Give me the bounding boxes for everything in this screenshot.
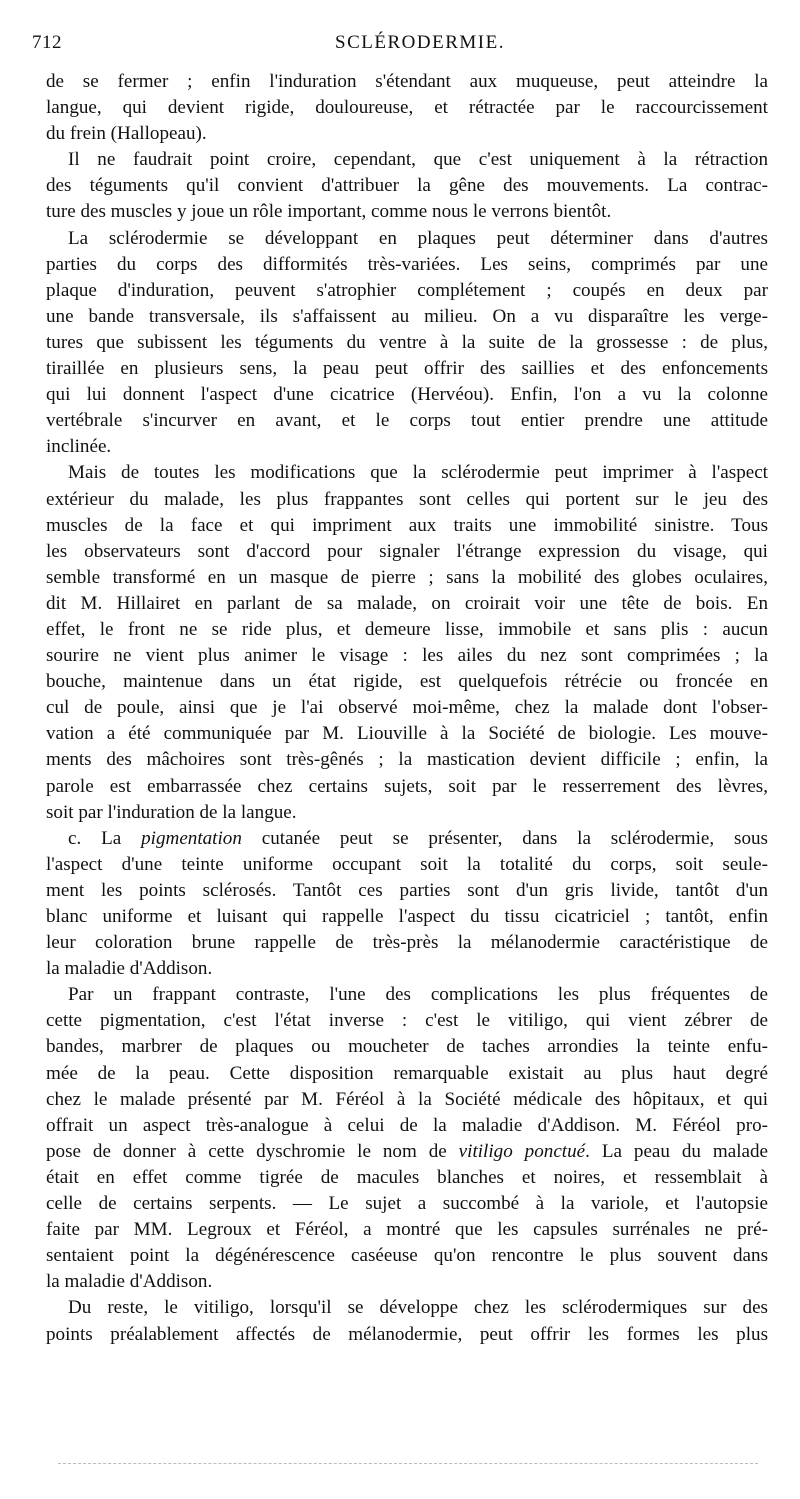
text-line: les observateurs sont d'accord pour signaler l'étrange expression du visage, qui — [46, 540, 768, 562]
text-line: tures que subissent les téguments du ventre à la suite de la grossesse : de plus, — [46, 331, 768, 353]
text-line: des téguments qu'il convient d'attribuer la gêne des mouvements. La contrac- — [46, 175, 768, 197]
text-line: soit par l'induration de la langue. — [46, 801, 297, 823]
text-line: bandes, marbrer de plaques ou moucheter de taches arrondies la teinte enfu- — [46, 1036, 768, 1058]
text-line: muscles de la face et qui impriment aux traits une immobilité sinistre. Tous — [46, 514, 768, 536]
text-line: tiraillée en plusieurs sens, la peau peut offrir des saillies et des enfoncements — [46, 358, 768, 380]
text-line: Par un frappant contraste, l'une des complications les plus fréquentes de — [68, 984, 768, 1006]
text-fragment: pose de donner à cette dyschromie le nom de — [46, 1140, 459, 1162]
paragraph-7 — [46, 1295, 768, 1347]
paragraph-5 — [46, 826, 768, 983]
text-line: du frein (Hallopeau). — [46, 123, 207, 145]
text-line — [46, 1139, 768, 1165]
emphasized-term: vitiligo ponctué — [458, 1140, 586, 1162]
text-line: la maladie d'Addison. — [46, 1271, 213, 1293]
text-line: mée de la peau. Cette disposition remarquable existait au plus haut degré — [46, 1062, 768, 1084]
text-line: leur coloration brune rappelle de très-près la mélanodermie caractéristique de — [46, 932, 768, 954]
text-line: ments des mâchoires sont très-gênés ; la mastication devient difficile ; enfin, la — [46, 749, 768, 771]
text-line: cette pigmentation, c'est l'état inverse : c'est le vitiligo, qui vient zébrer de — [46, 1010, 768, 1032]
running-title: SCLÉRODERMIE. — [335, 32, 505, 53]
text-fragment: cutanée peut se présenter, dans la sclérodermie, sous — [241, 827, 768, 849]
body-text — [46, 69, 768, 1348]
text-line: blanc uniforme et luisant qui rappelle l'aspect du tissu cicatriciel ; tantôt, enfin — [46, 906, 768, 927]
text-line: celle de certains serpents. — Le sujet a succombé à la variole, et l'autopsie — [46, 1193, 768, 1215]
text-line: extérieur du malade, les plus frappantes sont celles qui portent sur le jeu des — [46, 488, 768, 510]
text-line: Il ne faudrait point croire, cependant, que c'est uniquement à la rétraction — [68, 149, 768, 171]
emphasized-term: pigmentation — [141, 827, 242, 849]
text-line: ment les points sclérosés. Tantôt ces parties sont d'un gris livide, tantôt d'un — [46, 879, 768, 901]
text-line: semble transformé en un masque de pierre ; sans la mobilité des globes oculaires, — [46, 566, 768, 588]
text-line: effet, le front ne se ride plus, et demeure lisse, immobile et sans plis : aucun — [46, 618, 768, 640]
text-line: sentaient point la dégénérescence caséeuse qu'on rencontre le plus souvent dans — [46, 1245, 768, 1267]
text-line: La sclérodermie se développant en plaques peut déterminer dans d'autres — [68, 227, 768, 249]
text-line: Du reste, le vitiligo, lorsqu'il se développe chez les sclérodermiques sur des — [68, 1297, 768, 1319]
paragraph-2 — [46, 147, 768, 225]
text-line: qui lui donnent l'aspect d'une cicatrice (Hervéou). Enfin, l'on a vu la colonne — [46, 384, 768, 406]
paragraph-1 — [46, 69, 768, 147]
text-fragment: . La peau du malade — [585, 1140, 768, 1162]
text-line: sourire ne vient plus animer le visage : les ailes du nez sont comprimées ; la — [46, 645, 768, 667]
text-line: dit M. Hillairet en parlant de sa malade, on croirait voir une tête de bois. En — [46, 592, 768, 614]
text-line: de se fermer ; enfin l'induration s'étendant aux muqueuse, peut atteindre la — [46, 71, 768, 92]
text-line: offrait un aspect très-analogue à celui de la maladie d'Addison. M. Féréol pro- — [46, 1114, 768, 1136]
paragraph-4 — [46, 460, 768, 825]
text-line: langue, qui devient rigide, douloureuse, et rétractée par le raccourcissement — [46, 97, 768, 119]
text-line: parties du corps des difformités très-variées. Les seins, comprimés par une — [46, 253, 768, 275]
paragraph-3 — [46, 226, 768, 461]
text-line: la maladie d'Addison. — [46, 958, 213, 980]
text-line: parole est embarrassée chez certains sujets, soit par le resserrement des lèvres, — [46, 775, 768, 797]
text-line — [46, 826, 768, 852]
text-line: ture des muscles y joue un rôle important, comme nous le verrons bientôt. — [46, 201, 612, 223]
text-line: faite par MM. Legroux et Féréol, a montré que les capsules surrénales ne pré- — [46, 1219, 768, 1241]
text-line: plaque d'induration, peuvent s'atrophier complétement ; coupés en deux par — [46, 279, 768, 301]
text-line: Mais de toutes les modifications que la sclérodermie peut imprimer à l'aspect — [68, 462, 768, 484]
section-marker: c. La — [68, 827, 142, 849]
text-line: vertébrale s'incurver en avant, et le corps tout entier prendre une attitude — [46, 410, 768, 432]
text-line: l'aspect d'une teinte uniforme occupant soit la totalité du corps, soit seule- — [46, 853, 768, 875]
text-line: une bande transversale, ils s'affaissent au milieu. On a vu disparaître les verge- — [46, 305, 768, 327]
text-line: chez le malade présenté par M. Féréol à la Société médicale des hôpitaux, et qui — [46, 1088, 768, 1110]
text-line: était en effet comme tigrée de macules blanches et noires, et ressemblait à — [46, 1166, 768, 1188]
text-line: bouche, maintenue dans un état rigide, est quelquefois rétrécie ou froncée en — [46, 671, 768, 693]
page-number: 712 — [32, 32, 62, 53]
text-line: cul de poule, ainsi que je l'ai observé moi-même, chez la malade dont l'obser- — [46, 697, 768, 719]
footer-rule — [58, 1463, 758, 1464]
text-line: points préalablement affectés de mélanodermie, peut offrir les formes les plus — [46, 1323, 768, 1345]
running-head — [30, 32, 770, 62]
text-line: inclinée. — [46, 436, 112, 458]
text-line: vation a été communiquée par M. Liouville à la Société de biologie. Les mouve- — [46, 723, 768, 745]
paragraph-6 — [46, 982, 768, 1295]
